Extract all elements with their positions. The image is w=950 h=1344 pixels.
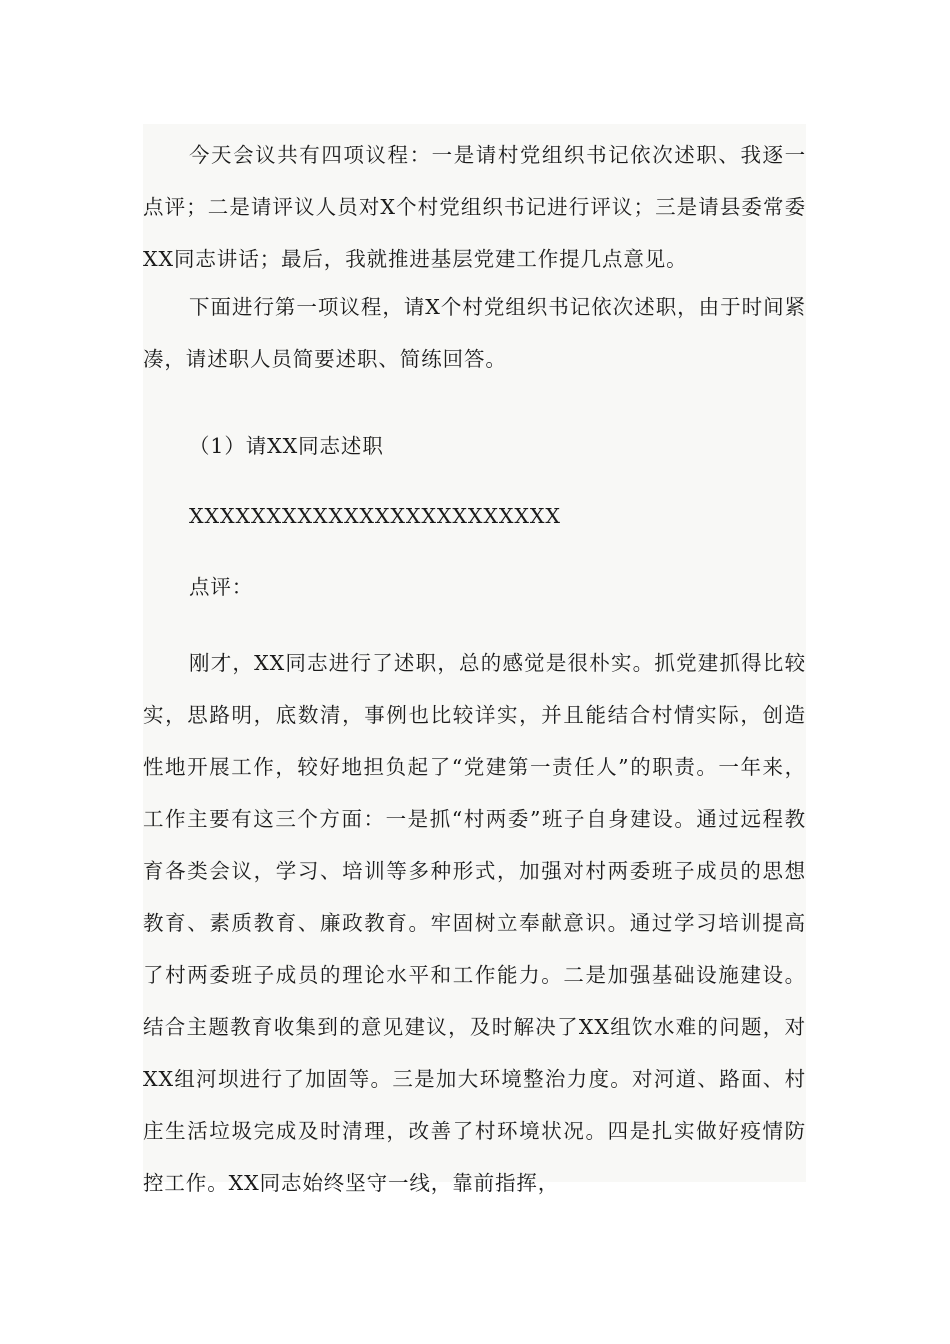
- paragraph-comment-label: 点评：: [189, 575, 254, 599]
- paragraph-agenda: 今天会议共有四项议程：一是请村党组织书记依次述职、我逐一点评；二是请评议人员对X个村党组织书记进行评议；三是请县委常委XX同志讲话；最后，我就推进基层党建工作提几点意见。: [143, 143, 806, 271]
- paragraph-placeholder: XXXXXXXXXXXXXXXXXXXXXXXX: [189, 504, 561, 528]
- paragraph-comment-body: 刚才，XX同志进行了述职，总的感觉是很朴实。抓党建抓得比较实，思路明，底数清，事例也比较详实，并且能结合村情实际，创造性地开展工作，较好地担负起了“党建第一责任人”的职责。一年来，工作主要有这三个方面：一是抓“村两委”班子自身建设。通过远程教育各类会议，学习、培训等多种形式，加强对村两委班子成员的思想教育、素质教育、廉政教育。牢固树立奉献意识。通过学习培训提高了村两委班子成员的理论水平和工作能力。二是加强基础设施建设。结合主题教育收集到的意见建议，及时解决了XX组饮水难的问题，对XX组河坝进行了加固等。三是加大环境整治力度。对河道、路面、村庄生活垃圾完成及时清理，改善了村环境状况。四是扎实做好疫情防控工作。XX同志始终坚守一线，靠前指挥，: [143, 651, 806, 1195]
- paragraph-speaker-heading: （1）请XX同志述职: [189, 434, 384, 458]
- document-body: [143, 124, 806, 1195]
- paragraph-first-item: 下面进行第一项议程，请X个村党组织书记依次述职，由于时间紧凑，请述职人员简要述职、简练回答。: [143, 295, 806, 371]
